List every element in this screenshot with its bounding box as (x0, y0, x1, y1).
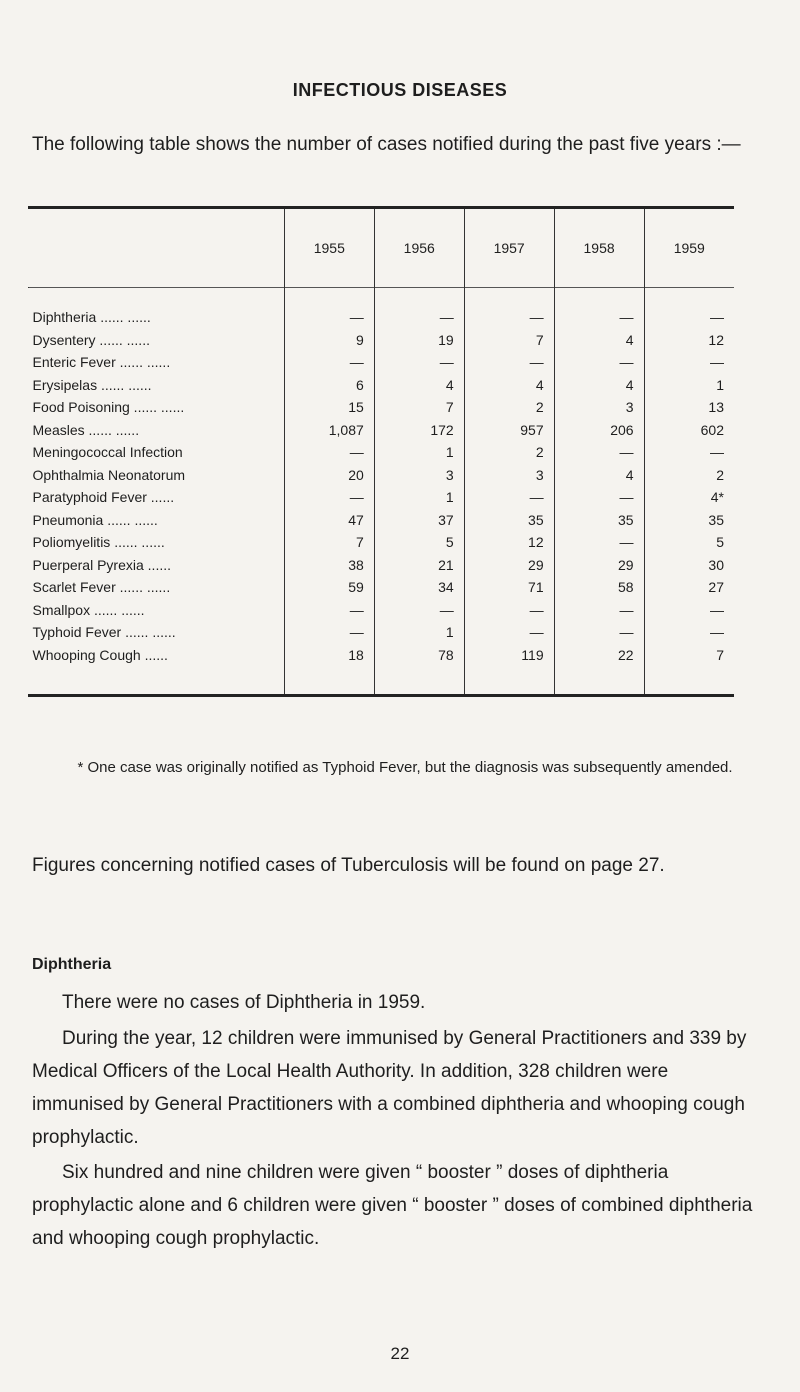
case-count: 957 (464, 419, 554, 442)
paragraph: There were no cases of Diphtheria in 1959. (62, 992, 426, 1013)
table-row (29, 554, 735, 577)
case-count: 2 (644, 464, 734, 487)
disease-name: Paratyphoid Fever ...... (32, 489, 175, 506)
table-row (29, 306, 735, 329)
table-bottom-rule (28, 694, 734, 697)
case-count: — (644, 306, 734, 329)
table-row (29, 441, 735, 464)
header-blank (29, 209, 285, 288)
table-row (29, 531, 735, 554)
case-count: 22 (554, 644, 644, 667)
disease-name: Meningococcal Infection (32, 444, 183, 461)
case-count: 4 (464, 374, 554, 397)
case-count: 30 (644, 554, 734, 577)
case-count: 5 (374, 531, 464, 554)
disease-name: Enteric Fever ...... ...... (32, 354, 171, 371)
case-count: 1 (374, 486, 464, 509)
case-count: 35 (644, 509, 734, 532)
case-count: — (644, 621, 734, 644)
disease-name: Dysentery ...... ...... (32, 331, 150, 348)
section-heading-diphtheria: Diphtheria (32, 956, 112, 973)
case-count: 7 (374, 396, 464, 419)
case-count: — (284, 621, 374, 644)
disease-name: Poliomyelitis ...... ...... (32, 534, 165, 551)
table-row (29, 464, 735, 487)
cases-table (28, 209, 734, 694)
case-count: 1 (374, 441, 464, 464)
disease-name: Scarlet Fever ...... ...... (32, 579, 171, 596)
case-count: 12 (644, 329, 734, 352)
case-count: 13 (644, 396, 734, 419)
disease-name: Measles ...... ...... (32, 421, 140, 438)
case-count: — (464, 621, 554, 644)
page-title: INFECTIOUS DISEASES (292, 80, 508, 100)
case-count: — (374, 351, 464, 374)
disease-name: Whooping Cough ...... (32, 646, 168, 663)
case-count: — (374, 306, 464, 329)
case-count: 29 (464, 554, 554, 577)
table-row (29, 374, 735, 397)
case-count: 172 (374, 419, 464, 442)
header-year: 1959 (644, 209, 734, 288)
case-count: 3 (464, 464, 554, 487)
case-count: 1,087 (284, 419, 374, 442)
table-row (29, 351, 735, 374)
case-count: — (284, 306, 374, 329)
header-year: 1956 (374, 209, 464, 288)
table-row (29, 576, 735, 599)
case-count: — (464, 486, 554, 509)
case-count: — (464, 599, 554, 622)
paragraph: Six hundred and nine children were given “ booster ” doses of diphtheria prophylactic alone and 6 children were given “ booster ” doses of combined diphtheria and whooping cough prophylactic. (32, 1162, 753, 1249)
case-count: 21 (374, 554, 464, 577)
case-count: — (554, 531, 644, 554)
tuberculosis-note: Figures concerning notified cases of Tuberculosis will be found on page 27. (32, 855, 665, 876)
case-count: — (464, 306, 554, 329)
case-count: — (644, 441, 734, 464)
table-header-row (29, 209, 735, 288)
table-row (29, 509, 735, 532)
case-count: 35 (554, 509, 644, 532)
header-year: 1957 (464, 209, 554, 288)
case-count: 9 (284, 329, 374, 352)
case-count: 19 (374, 329, 464, 352)
case-count: — (284, 599, 374, 622)
case-count: 206 (554, 419, 644, 442)
intro-text: The following table shows the number of cases notified during the past five years :— (32, 134, 741, 155)
case-count: — (554, 599, 644, 622)
table-row (29, 396, 735, 419)
disease-name: Food Poisoning ...... ...... (32, 399, 185, 416)
disease-name: Erysipelas ...... ...... (32, 376, 152, 393)
case-count: 7 (644, 644, 734, 667)
case-count: 34 (374, 576, 464, 599)
disease-name: Puerperal Pyrexia ...... (32, 556, 172, 573)
case-count: 15 (284, 396, 374, 419)
disease-name: Pneumonia ...... ...... (32, 511, 158, 528)
case-count: 37 (374, 509, 464, 532)
case-count: — (284, 486, 374, 509)
disease-name: Smallpox ...... ...... (32, 601, 145, 618)
case-count: — (554, 621, 644, 644)
table-row (29, 419, 735, 442)
paragraph: During the year, 12 children were immunised by General Practitioners and 339 by Medical Officers of the Local Health Authority. In addition, 328 children were immunised by General Practitioners with a combined diphtheria and whooping cough prophylactic. (32, 1028, 747, 1148)
table-body (29, 288, 735, 695)
case-count: 1 (374, 621, 464, 644)
case-count: 4* (644, 486, 734, 509)
case-count: 47 (284, 509, 374, 532)
case-count: 4 (554, 374, 644, 397)
case-count: 18 (284, 644, 374, 667)
table-row (29, 599, 735, 622)
case-count: 4 (554, 464, 644, 487)
disease-name: Ophthalmia Neonatorum (32, 466, 186, 483)
case-count: 20 (284, 464, 374, 487)
table-row (29, 486, 735, 509)
cases-table-wrapper (28, 206, 734, 697)
case-count: 29 (554, 554, 644, 577)
case-count: 2 (464, 441, 554, 464)
table-footnote: * One case was originally notified as Typhoid Fever, but the diagnosis was subsequently amended. (77, 759, 733, 776)
case-count: 35 (464, 509, 554, 532)
case-count: — (374, 599, 464, 622)
case-count: 7 (464, 329, 554, 352)
case-count: 3 (374, 464, 464, 487)
header-year: 1955 (284, 209, 374, 288)
case-count: 1 (644, 374, 734, 397)
disease-name: Typhoid Fever ...... ...... (32, 624, 176, 641)
case-count: 6 (284, 374, 374, 397)
case-count: 3 (554, 396, 644, 419)
case-count: 4 (374, 374, 464, 397)
case-count: 12 (464, 531, 554, 554)
table-row (29, 621, 735, 644)
case-count: 5 (644, 531, 734, 554)
case-count: 78 (374, 644, 464, 667)
case-count: — (554, 441, 644, 464)
case-count: 27 (644, 576, 734, 599)
case-count: — (644, 599, 734, 622)
case-count: 4 (554, 329, 644, 352)
case-count: — (554, 486, 644, 509)
case-count: — (644, 351, 734, 374)
header-year: 1958 (554, 209, 644, 288)
disease-name: Diphtheria ...... ...... (32, 309, 151, 326)
case-count: 7 (284, 531, 374, 554)
case-count: 58 (554, 576, 644, 599)
case-count: 59 (284, 576, 374, 599)
case-count: 119 (464, 644, 554, 667)
case-count: 38 (284, 554, 374, 577)
page-number: 22 (390, 1344, 410, 1363)
case-count: — (554, 306, 644, 329)
case-count: — (284, 441, 374, 464)
case-count: 71 (464, 576, 554, 599)
case-count: 2 (464, 396, 554, 419)
case-count: — (284, 351, 374, 374)
table-row (29, 644, 735, 667)
case-count: — (464, 351, 554, 374)
case-count: 602 (644, 419, 734, 442)
case-count: — (554, 351, 644, 374)
table-row (29, 329, 735, 352)
